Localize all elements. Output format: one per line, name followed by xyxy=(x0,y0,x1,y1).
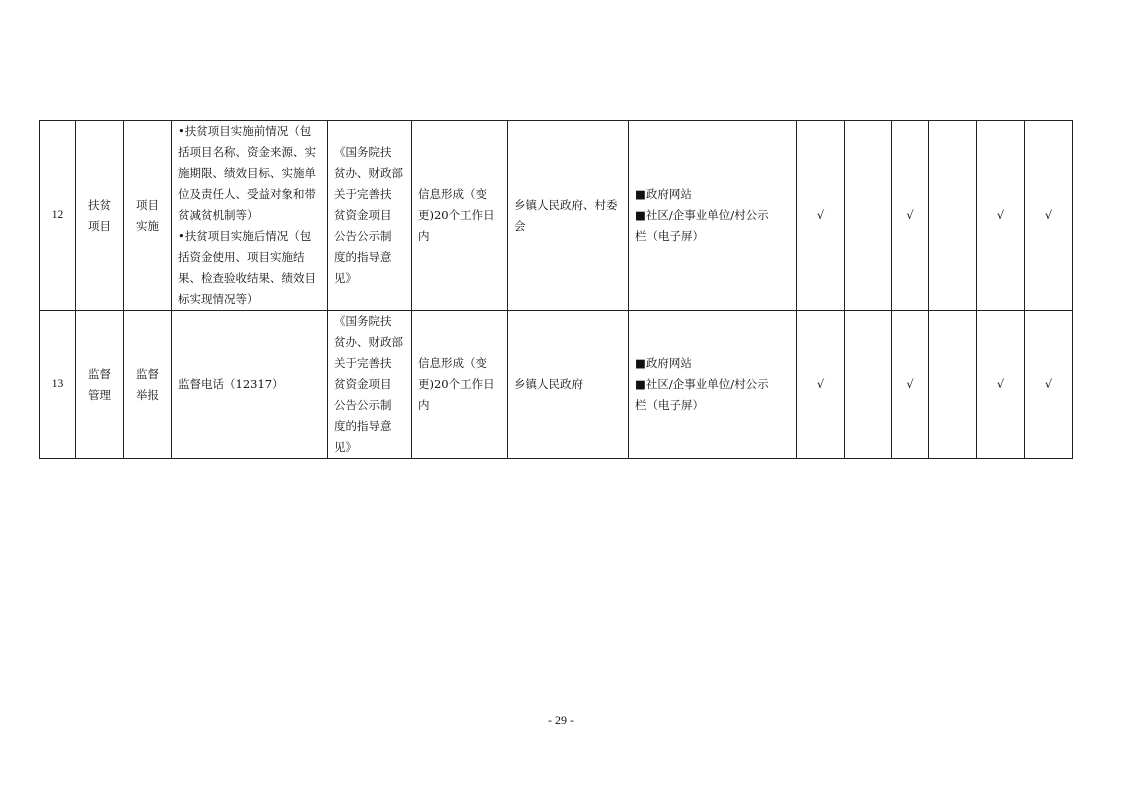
category-cell xyxy=(76,311,124,459)
check-cell: √ xyxy=(797,311,845,459)
basis-cell-line: 度的指导意 xyxy=(334,419,392,433)
category-cell xyxy=(76,121,124,311)
basis-cell xyxy=(328,121,412,311)
check-cell: √ xyxy=(892,311,929,459)
basis-cell-line: 公告公示制 xyxy=(334,229,392,243)
check-cell: √ xyxy=(977,311,1025,459)
subject-cell-line: 乡镇人民政府、村委 xyxy=(514,197,618,212)
basis-cell-line: 《国务院扶 xyxy=(334,145,392,159)
time-limit-cell-line: 更)20个工作日 xyxy=(418,208,495,222)
content-cell-line: 括项目名称、资金来源、实 xyxy=(178,145,316,159)
content-cell-line: 括资金使用、项目实施结 xyxy=(178,250,305,264)
basis-cell-line: 贫资金项目 xyxy=(334,377,392,391)
check-cell: √ xyxy=(977,121,1025,311)
subcategory-cell xyxy=(124,311,172,459)
content-cell-line: •扶贫项目实施后情况（包 xyxy=(178,229,312,243)
check-cell xyxy=(929,311,977,459)
content-cell xyxy=(172,121,328,311)
check-cell: √ xyxy=(1025,121,1073,311)
channel-cell-line: 栏（电子屏） xyxy=(635,398,704,412)
basis-cell-line: 见》 xyxy=(334,440,357,454)
channel-cell-line: 栏（电子屏） xyxy=(635,229,704,243)
time-limit-cell-line: 内 xyxy=(418,229,430,243)
time-limit-cell-line: 内 xyxy=(418,398,430,412)
subcategory-cell-line: 实施 xyxy=(136,218,159,233)
disclosure-table xyxy=(39,120,1073,459)
check-cell xyxy=(929,121,977,311)
time-limit-cell-line: 信息形成（变 xyxy=(418,187,487,201)
subject-cell-line: 乡镇人民政府 xyxy=(514,377,583,391)
basis-cell-line: 贫办、财政部 xyxy=(334,335,403,349)
subcategory-cell-line: 举报 xyxy=(136,387,159,402)
basis-cell-line: 公告公示制 xyxy=(334,398,392,412)
content-cell-line: 标实现情况等） xyxy=(178,292,259,306)
subject-cell xyxy=(508,121,629,311)
time-limit-cell-line: 更)20个工作日 xyxy=(418,377,495,391)
channel-cell-line: ■政府网站 xyxy=(635,356,692,370)
time-limit-cell-line: 信息形成（变 xyxy=(418,356,487,370)
check-cell: √ xyxy=(892,121,929,311)
time-limit-cell xyxy=(412,121,508,311)
category-cell-line: 管理 xyxy=(88,387,111,402)
content-cell-line: 果、检查验收结果、绩效目 xyxy=(178,271,316,285)
channel-cell-line: ■社区/企事业单位/村公示 xyxy=(635,208,769,222)
channel-cell-line: ■社区/企事业单位/村公示 xyxy=(635,377,769,391)
subcategory-cell-line: 项目 xyxy=(136,197,159,212)
content-cell-line: 贫减贫机制等） xyxy=(178,208,259,222)
basis-cell-line: 关于完善扶 xyxy=(334,356,392,370)
content-cell-line: 施期限、绩效目标、实施单 xyxy=(178,166,316,180)
check-cell: √ xyxy=(797,121,845,311)
channel-cell-line: ■政府网站 xyxy=(635,187,692,201)
basis-cell xyxy=(328,311,412,459)
category-cell-line: 扶贫 xyxy=(88,197,111,212)
channel-cell xyxy=(629,121,797,311)
table-row xyxy=(40,311,1073,459)
row-number: 12 xyxy=(40,121,76,311)
check-cell xyxy=(845,311,892,459)
check-cell xyxy=(845,121,892,311)
row-number: 13 xyxy=(40,311,76,459)
time-limit-cell xyxy=(412,311,508,459)
subcategory-cell xyxy=(124,121,172,311)
content-cell-line: 位及责任人、受益对象和带 xyxy=(178,187,316,201)
category-cell-line: 项目 xyxy=(88,218,111,233)
basis-cell-line: 贫资金项目 xyxy=(334,208,392,222)
basis-cell-line: 《国务院扶 xyxy=(334,314,392,328)
subcategory-cell-line: 监督 xyxy=(136,366,159,381)
basis-cell-line: 见》 xyxy=(334,271,357,285)
channel-cell xyxy=(629,311,797,459)
content-cell xyxy=(172,311,328,459)
content-cell-line: 监督电话（12317） xyxy=(178,377,284,391)
subject-cell-line: 会 xyxy=(514,218,526,233)
content-cell-line: •扶贫项目实施前情况（包 xyxy=(178,124,312,138)
category-cell-line: 监督 xyxy=(88,366,111,381)
page-number: - 29 - xyxy=(548,713,574,727)
basis-cell-line: 度的指导意 xyxy=(334,250,392,264)
table-row xyxy=(40,121,1073,311)
check-cell: √ xyxy=(1025,311,1073,459)
basis-cell-line: 贫办、财政部 xyxy=(334,166,403,180)
basis-cell-line: 关于完善扶 xyxy=(334,187,392,201)
subject-cell xyxy=(508,311,629,459)
